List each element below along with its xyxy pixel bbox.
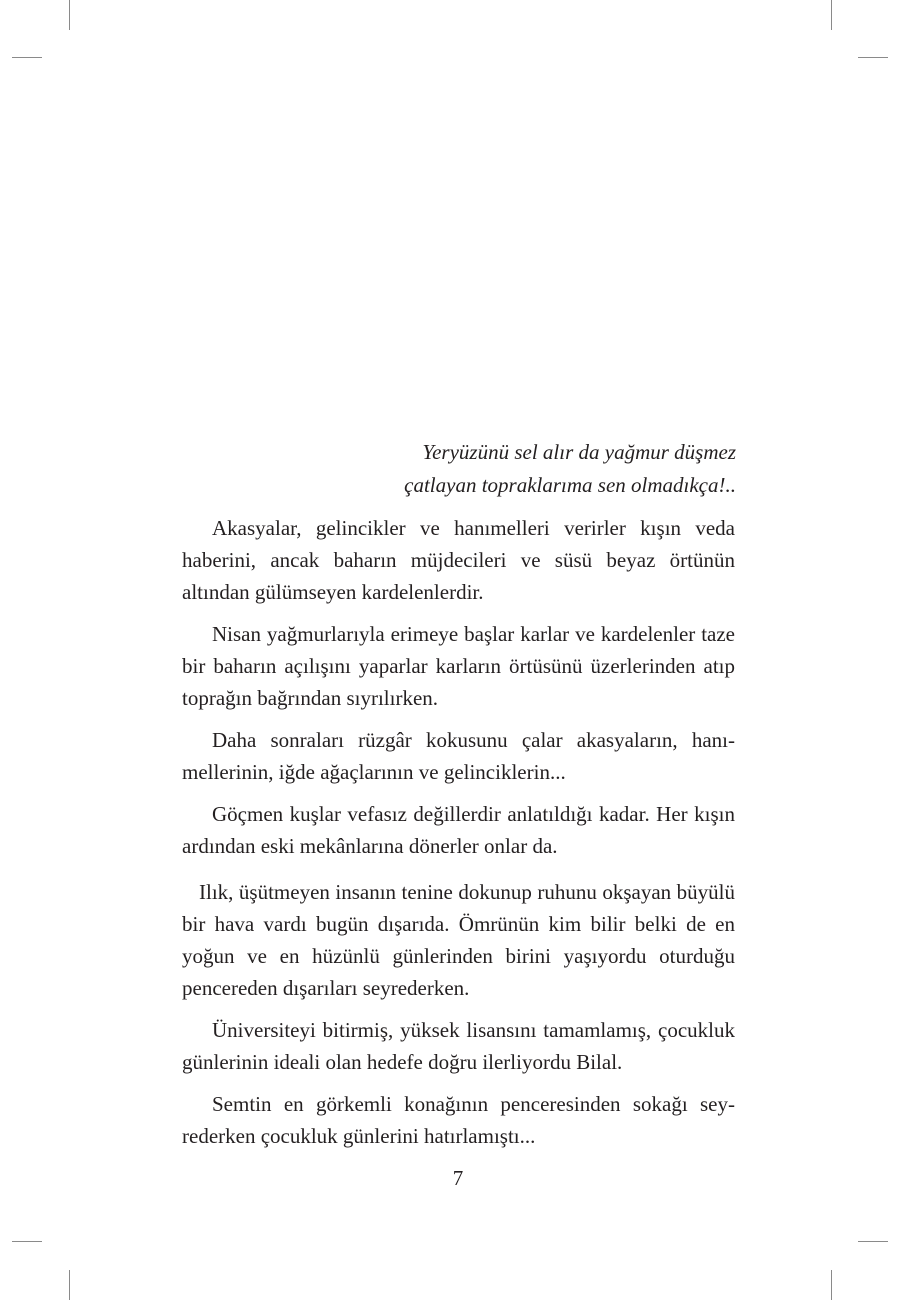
page-number: 7 — [452, 1166, 464, 1190]
paragraph: Daha sonraları rüzgâr kokusunu çalar akasyaların, hanımellerinin, iğde ağaçlarının ve gelinciklerin... — [182, 728, 735, 784]
section-2 — [182, 876, 735, 1152]
paragraph: Semtin en görkemli konağının penceresinden sokağı seyrederken çocukluk günlerini hatırlamıştı... — [182, 1092, 735, 1148]
crop-mark-top-left-vertical — [69, 0, 70, 30]
crop-mark-top-left-horizontal — [12, 57, 42, 58]
paragraph: Nisan yağmurlarıyla erimeye başlar karlar ve kardelenler taze bir baharın açılışını yaparlar karların örtüsünü üzerlerinden atıp toprağın bağrından sıyrılırken. — [182, 622, 735, 710]
crop-mark-bottom-right-horizontal — [858, 1241, 888, 1242]
epigraph — [404, 436, 736, 502]
epigraph-line: çatlayan topraklarıma sen olmadıkça!.. — [404, 473, 736, 497]
crop-mark-bottom-left-horizontal — [12, 1241, 42, 1242]
crop-mark-top-right-vertical — [831, 0, 832, 30]
section-1 — [182, 512, 735, 862]
paragraph: Ilık, üşütmeyen insanın tenine dokunup ruhunu okşayan büyülü bir hava vardı bugün dışarıda. Ömrünün kim bilir belki de en yoğun ve en hüzünlü günlerinden birini yaşıyordu oturduğu pencereden dışarıları seyrederken. — [182, 880, 735, 1000]
crop-mark-bottom-right-vertical — [831, 1270, 832, 1300]
paragraph: Akasyalar, gelincikler ve hanımelleri verirler kışın veda haberini, ancak baharın müjdecileri ve süsü beyaz örtünün altından gülümseyen kardelenlerdir. — [182, 516, 735, 604]
epigraph-line: Yeryüzünü sel alır da yağmur düşmez — [422, 440, 736, 464]
crop-mark-bottom-left-vertical — [69, 1270, 70, 1300]
paragraph: Göçmen kuşlar vefasız değillerdir anlatıldığı kadar. Her kışın ardından eski mekânlarına dönerler onlar da. — [182, 802, 735, 858]
crop-mark-top-right-horizontal — [858, 57, 888, 58]
paragraph: Üniversiteyi bitirmiş, yüksek lisansını tamamlamış, çocukluk günlerinin ideali olan hedefe doğru ilerliyordu Bilal. — [182, 1018, 735, 1074]
